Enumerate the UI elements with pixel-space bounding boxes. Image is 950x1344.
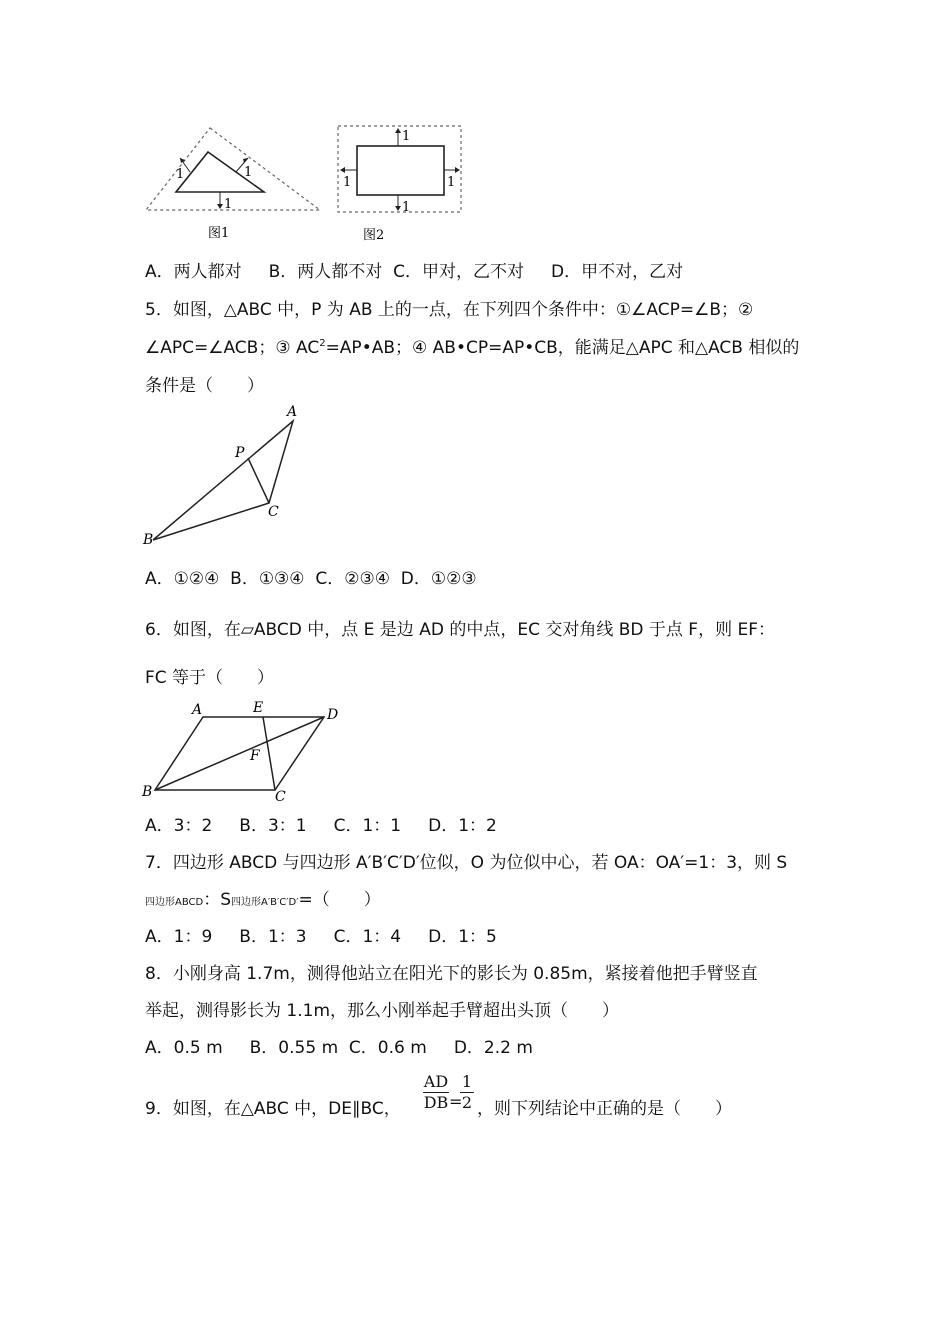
q7-line-2: 四边形ABCD：S四边形A′B′C′D′=（ ） [145, 890, 381, 910]
q6-label-F: F [250, 748, 260, 764]
q6-label-C: C [275, 789, 286, 805]
q6-figure-parallelogram [140, 697, 350, 807]
figure-2 [335, 122, 465, 245]
q9-suffix: ，则下列结论中正确的是（ ） [477, 1099, 732, 1119]
q5-label-A: A [287, 404, 298, 420]
q6-label-B: B [142, 784, 153, 800]
q9-fraction-ad-db: $\frac{AD}{DB}$ [423, 1072, 449, 1112]
fig2-label-right: 1 [447, 175, 456, 190]
fig1-label-left: 1 [176, 167, 185, 182]
fig2-inner-rect [357, 146, 444, 195]
q5-options: A．①②④ B．①③④ C．②③④ D．①②③ [145, 569, 477, 589]
q9-fraction-one-half: $\frac{1}{2}$ [461, 1072, 473, 1112]
q4-options: A．两人都对 B．两人都不对 C．甲对，乙不对 D．甲不对，乙对 [145, 262, 684, 282]
q6-line-1: 6．如图，在▱ABCD 中，点 E 是边 AD 的中点，EC 交对角线 BD 于点 F，则 EF： [145, 620, 776, 640]
fig1-caption: 图1 [208, 226, 230, 241]
q5-label-B: B [143, 532, 154, 548]
q7-options: A．1：9 B．1：3 C．1：4 D．1：5 [145, 927, 497, 947]
q5-line-1: 5．如图，△ABC 中，P 为 AB 上的一点，在下列四个条件中：①∠ACP=∠B；② [145, 300, 754, 320]
q5-label-P: P [235, 445, 245, 461]
q6-label-A: A [192, 702, 203, 718]
q5-line-2: ∠APC=∠ACB；③ $AC^2=AP•AB$；④ AB•CP=AP•CB，能满足△APC 和△ACB 相似的 [145, 338, 800, 358]
q6-options: A．3：2 B．3：1 C．1：1 D．1：2 [145, 816, 497, 836]
q5-line-3: 条件是（ ） [145, 376, 264, 396]
fig2-caption: 图2 [363, 228, 385, 243]
q7-line-1: 7．四边形 ABCD 与四边形 A′B′C′D′位似，O 为位似中心，若 OA：OA′=1：3，则 S [145, 853, 788, 873]
q6-line-2: FC 等于（ ） [145, 668, 275, 688]
q5-superscript: 2 [319, 338, 326, 349]
q8-options: A．0.5 m B．0.55 m C．0.6 m D．2.2 m [145, 1038, 533, 1058]
q8-line-1: 8．小刚身高 1.7m，测得他站立在阳光下的影长为 0.85m，紧接着他把手臂竖直 [145, 964, 758, 984]
q9-prefix: 9．如图，在△ABC 中，DE∥BC， [145, 1099, 401, 1119]
fig1-label-right: 1 [244, 165, 253, 180]
figure-1 [140, 120, 330, 245]
q9-equals: = [449, 1092, 463, 1111]
fig2-label-top: 1 [402, 129, 411, 144]
q5-figure-triangle [140, 400, 310, 550]
fig1-label-bottom: 1 [224, 197, 233, 212]
q6-label-D: D [327, 707, 339, 723]
q7-subscript-1: 四边形ABCD [145, 897, 204, 908]
q7-subscript-2: 四边形A′B′C′D′ [231, 897, 299, 908]
fig2-label-left: 1 [343, 175, 352, 190]
q6-label-E: E [253, 700, 264, 716]
q5-label-C: C [268, 504, 279, 520]
q8-line-2: 举起，测得影长为 1.1m，那么小刚举起手臂超出头顶（ ） [145, 1001, 619, 1021]
fig2-label-bottom: 1 [402, 200, 411, 215]
